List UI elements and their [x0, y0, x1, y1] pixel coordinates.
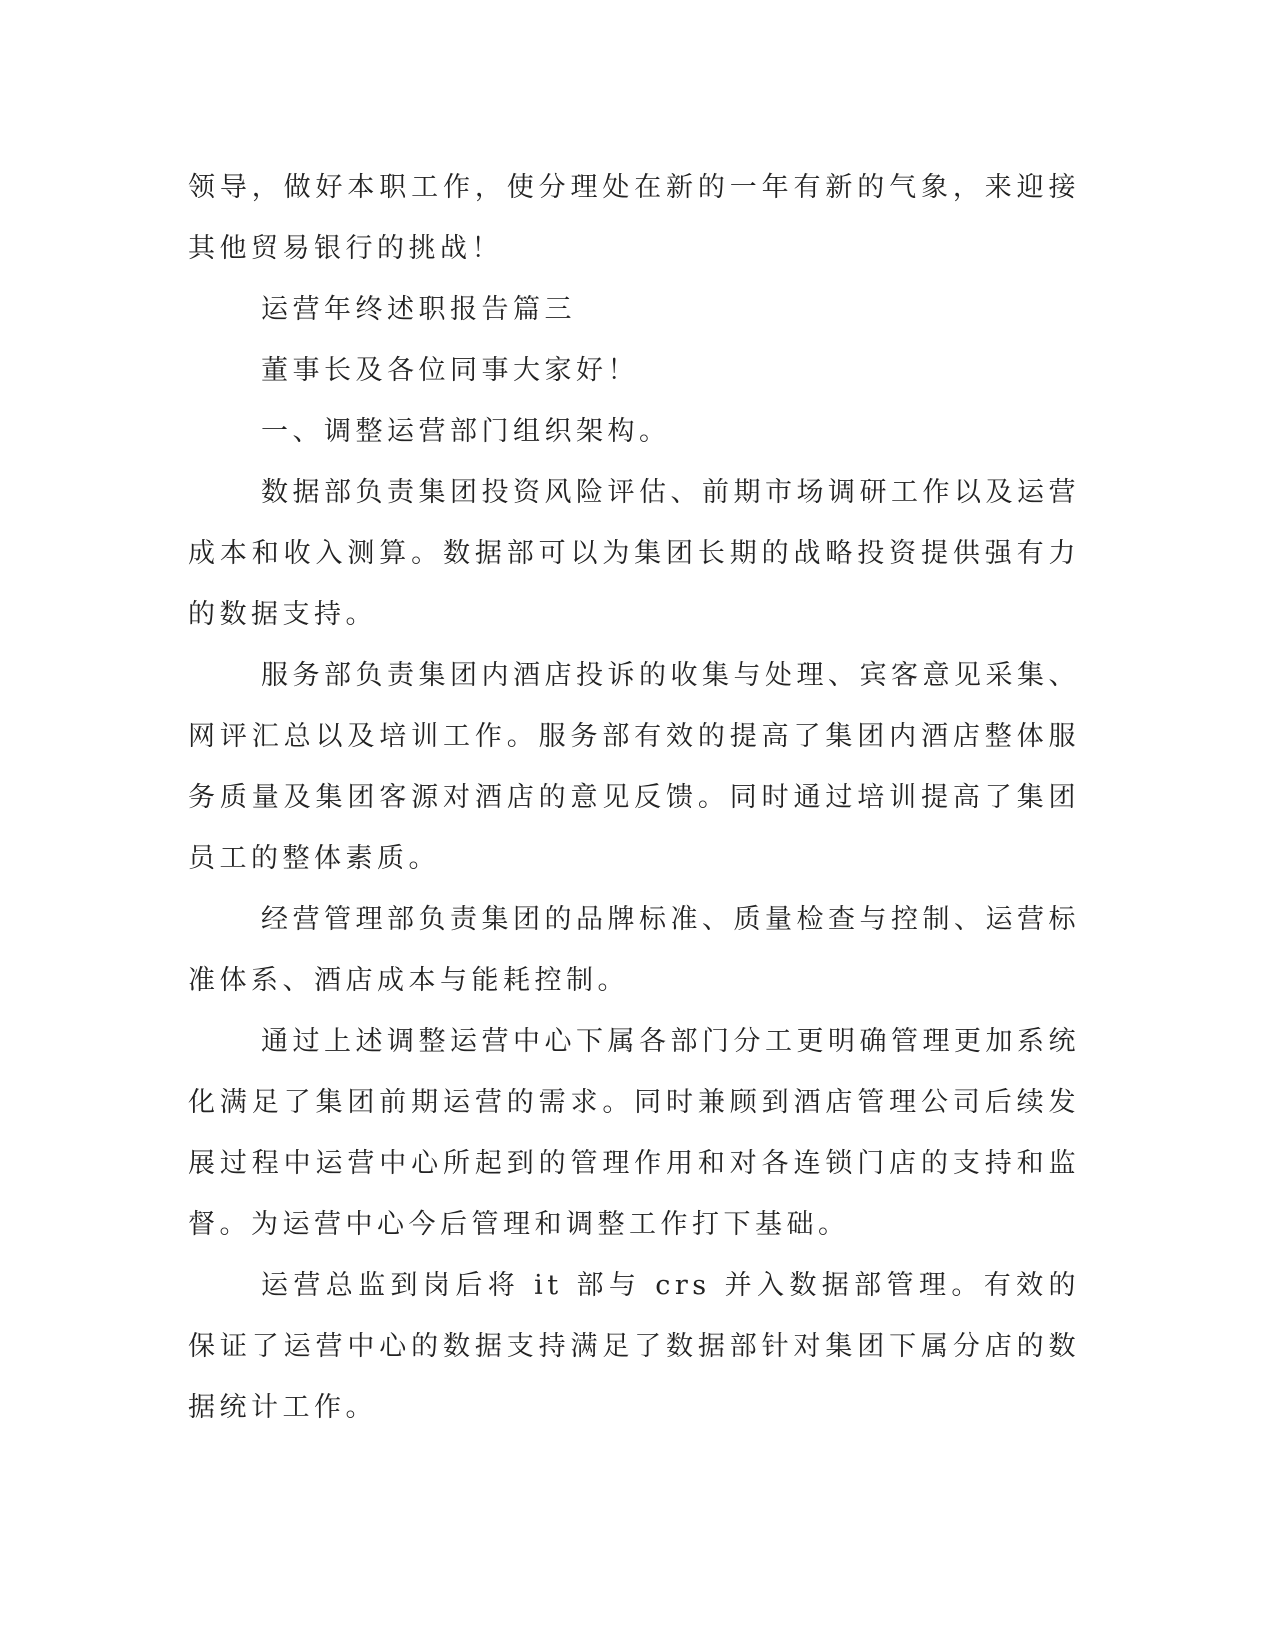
paragraph-management-dept: 经营管理部负责集团的品牌标准、质量检查与控制、运营标准体系、酒店成本与能耗控制。 — [188, 904, 1080, 996]
paragraph-it-crs: 运营总监到岗后将 it 部与 crs 并入数据部管理。有效的保证了运营中心的数据支持满足了数据部针对集团下属分店的数据统计工作。 — [188, 1270, 1080, 1423]
paragraph-service-dept: 服务部负责集团内酒店投诉的收集与处理、宾客意见采集、网评汇总以及培训工作。服务部有效的提高了集团内酒店整体服务质量及集团客源对酒店的意见反馈。同时通过培训提高了集团员工的整体素质。 — [188, 660, 1080, 874]
greeting: 董事长及各位同事大家好！ — [261, 355, 639, 386]
section-heading: 运营年终述职报告篇三 — [261, 294, 576, 325]
subsection-heading: 一、调整运营部门组织架构。 — [261, 416, 671, 447]
paragraph-data-dept: 数据部负责集团投资风险评估、前期市场调研工作以及运营成本和收入测算。数据部可以为集团长期的战略投资提供强有力的数据支持。 — [188, 477, 1080, 630]
paragraph-adjustment-summary: 通过上述调整运营中心下属各部门分工更明确管理更加系统化满足了集团前期运营的需求。同时兼顾到酒店管理公司后续发展过程中运营中心所起到的管理作用和对各连锁门店的支持和监督。为运营中心今后管理和调整工作打下基础。 — [188, 1026, 1080, 1240]
paragraph-continuation: 领导，做好本职工作，使分理处在新的一年有新的气象，来迎接其他贸易银行的挑战！ — [188, 172, 1080, 264]
document-body — [188, 157, 1080, 1438]
